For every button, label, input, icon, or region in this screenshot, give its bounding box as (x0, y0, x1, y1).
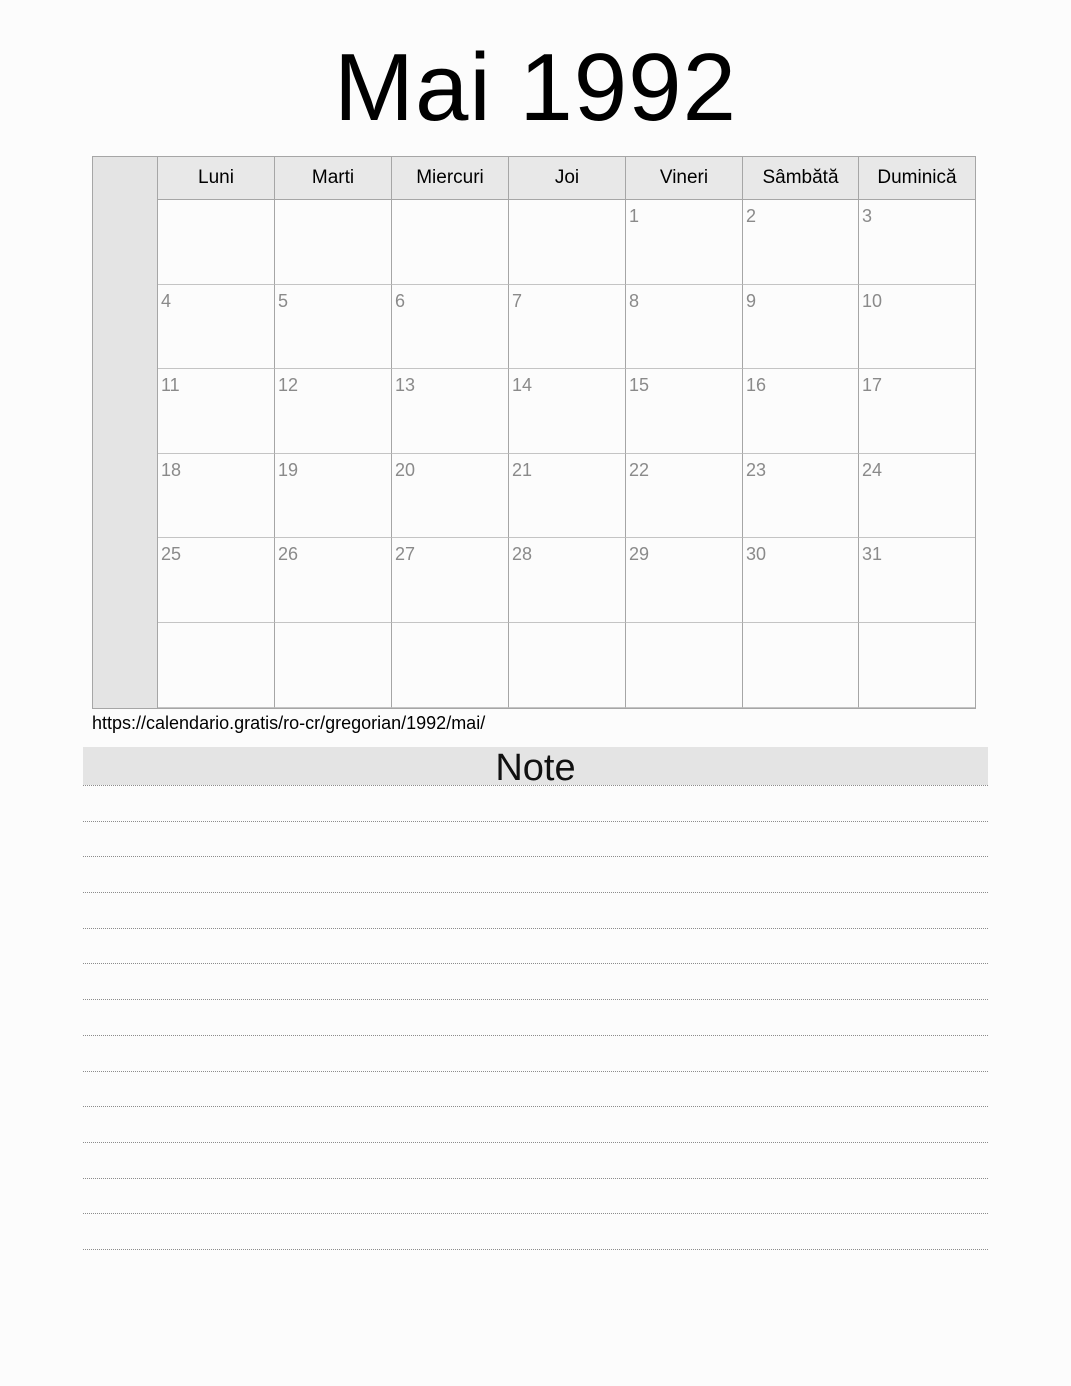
note-line (83, 1106, 988, 1142)
day-number: 12 (278, 375, 299, 396)
day-number: 15 (629, 375, 650, 396)
month-calendar (92, 156, 976, 709)
day-number: 3 (862, 206, 873, 226)
note-line (83, 963, 988, 999)
day-cell (626, 454, 743, 539)
weekday-header: Duminică (859, 157, 975, 200)
calendar-grid (158, 157, 975, 708)
day-cell (743, 200, 859, 285)
day-cell (859, 200, 975, 285)
day-cell (743, 538, 859, 623)
note-line (83, 785, 988, 821)
day-number: 17 (862, 375, 883, 396)
day-number: 14 (512, 375, 533, 396)
day-cell (275, 200, 392, 285)
note-line (83, 1178, 988, 1214)
day-cell (859, 369, 975, 454)
day-cell (743, 623, 859, 708)
day-cell (275, 538, 392, 623)
day-cell (509, 285, 626, 370)
weekday-header: Sâmbătă (743, 157, 859, 200)
day-number: 21 (512, 459, 533, 480)
day-number: 7 (512, 290, 523, 311)
day-cell (859, 623, 975, 708)
day-number: 29 (629, 544, 650, 565)
weekday-header: Joi (509, 157, 626, 200)
day-number: 25 (161, 544, 182, 565)
note-line (83, 1035, 988, 1071)
note-line (83, 1142, 988, 1178)
day-cell (158, 538, 275, 623)
day-number: 8 (629, 290, 640, 311)
note-line (83, 928, 988, 964)
note-line (83, 856, 988, 892)
day-cell (743, 285, 859, 370)
day-cell (275, 454, 392, 539)
day-cell (859, 285, 975, 370)
day-cell (392, 538, 509, 623)
day-number: 1 (629, 206, 640, 226)
day-cell (859, 454, 975, 539)
day-number: 10 (862, 290, 883, 311)
note-line (83, 892, 988, 928)
day-cell (275, 285, 392, 370)
day-number: 22 (629, 459, 650, 480)
page-title: Mai 1992 (334, 34, 737, 141)
day-number: 5 (278, 290, 289, 311)
day-cell (158, 454, 275, 539)
day-number: 2 (746, 206, 757, 226)
day-cell (743, 454, 859, 539)
weekday-header: Vineri (626, 157, 743, 200)
note-line (83, 1071, 988, 1107)
day-cell (275, 369, 392, 454)
day-cell (509, 623, 626, 708)
day-cell (392, 623, 509, 708)
day-cell (859, 538, 975, 623)
weekday-header: Luni (158, 157, 275, 200)
day-number: 30 (746, 544, 767, 565)
day-cell (743, 369, 859, 454)
day-number: 6 (395, 290, 406, 311)
day-number: 24 (862, 459, 883, 480)
day-number: 27 (395, 544, 416, 565)
day-cell (626, 369, 743, 454)
notes-title: Note (83, 747, 988, 785)
day-cell (158, 369, 275, 454)
day-number: 19 (278, 459, 299, 480)
day-number: 31 (862, 544, 883, 565)
day-cell (158, 623, 275, 708)
day-cell (626, 200, 743, 285)
day-number: 4 (161, 290, 172, 311)
day-cell (158, 285, 275, 370)
day-cell (626, 285, 743, 370)
day-cell (275, 623, 392, 708)
note-line (83, 821, 988, 857)
note-line (83, 1213, 988, 1249)
day-cell (392, 454, 509, 539)
weekday-header: Marti (275, 157, 392, 200)
day-cell (392, 285, 509, 370)
notes-section (83, 747, 988, 1250)
source-url: https://calendario.gratis/ro-cr/gregorian/1992/mai/ (92, 713, 486, 733)
day-cell (392, 200, 509, 285)
day-number: 23 (746, 459, 767, 480)
week-number-column (93, 157, 158, 708)
day-cell (509, 369, 626, 454)
day-number: 16 (746, 375, 767, 396)
day-cell (509, 538, 626, 623)
day-cell (392, 369, 509, 454)
day-cell (626, 538, 743, 623)
note-line (83, 1249, 988, 1250)
note-lines (83, 785, 988, 1250)
day-number: 20 (395, 459, 416, 480)
day-cell (509, 200, 626, 285)
weekday-header: Miercuri (392, 157, 509, 200)
day-number: 18 (161, 459, 182, 480)
day-cell (509, 454, 626, 539)
day-number: 28 (512, 544, 533, 565)
day-number: 13 (395, 375, 416, 396)
day-number: 11 (161, 375, 180, 396)
day-number: 26 (278, 544, 299, 565)
day-cell (626, 623, 743, 708)
day-cell (158, 200, 275, 285)
note-line (83, 999, 988, 1035)
day-number: 9 (746, 290, 757, 311)
